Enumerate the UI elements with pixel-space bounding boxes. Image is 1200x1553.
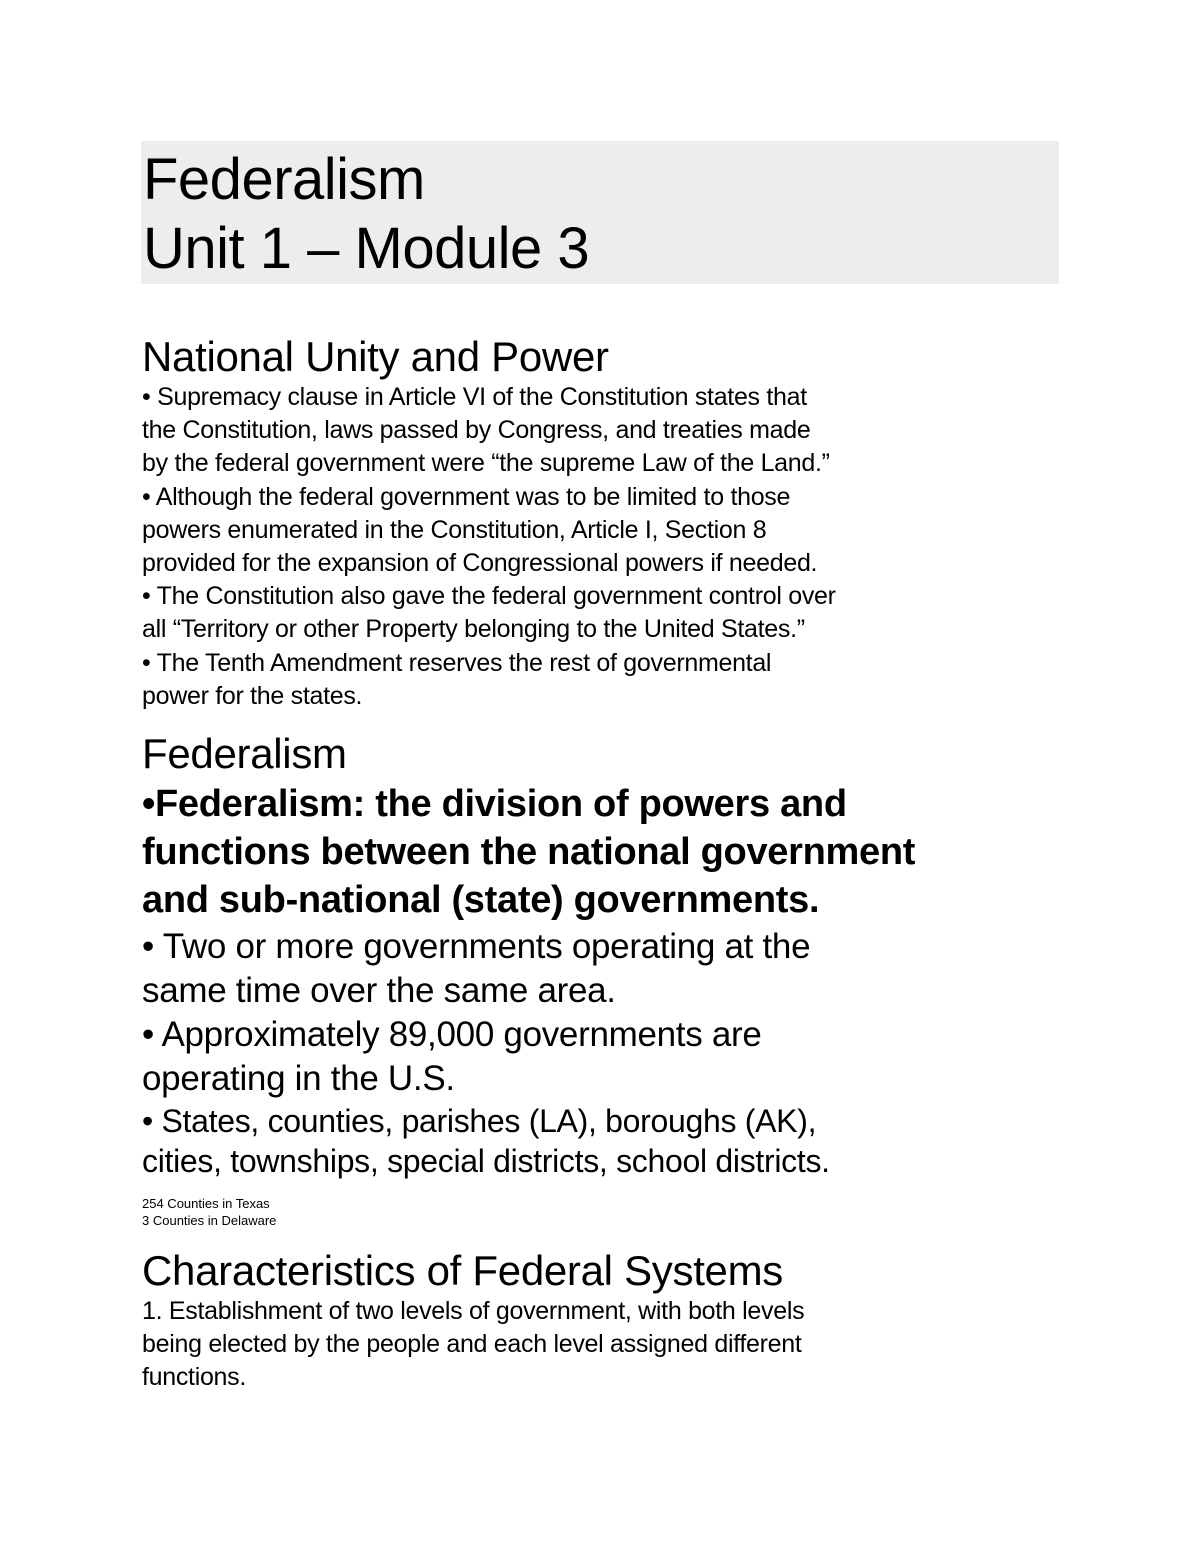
text-line: operating in the U.S. (142, 1059, 455, 1098)
county-notes (142, 1195, 276, 1229)
text-line: • Supremacy clause in Article VI of the Constitution states that (142, 383, 807, 411)
text-line: 1. Establishment of two levels of government, with both levels (142, 1297, 805, 1325)
section-heading-characteristics: Characteristics of Federal Systems (142, 1247, 784, 1294)
text-line: by the federal government were “the supreme Law of the Land.” (142, 449, 830, 478)
text-line: cities, townships, special districts, school districts. (142, 1143, 830, 1179)
text-line: • The Tenth Amendment reserves the rest of governmental (142, 648, 772, 677)
text-line: functions. (142, 1363, 247, 1392)
text-line: the Constitution, laws passed by Congress, and treaties made (142, 416, 811, 445)
text-line: • Although the federal government was to be limited to those (142, 482, 791, 511)
note-line: 3 Counties in Delaware (142, 1213, 277, 1228)
text-line: same time over the same area. (142, 971, 616, 1010)
text-line: functions between the national government (142, 831, 916, 873)
section-heading-national-unity: National Unity and Power (142, 333, 609, 380)
text-line: and sub-national (state) governments. (142, 879, 820, 921)
section-body-characteristics (142, 1295, 804, 1395)
text-line: provided for the expansion of Congressional powers if needed. (142, 549, 818, 578)
text-line: power for the states. (142, 681, 363, 710)
federalism-bullets-medium (142, 1101, 830, 1181)
text-line: • The Constitution also gave the federal government control over (142, 582, 836, 611)
title-block (141, 141, 1059, 284)
federalism-definition (142, 780, 915, 924)
document-subtitle: Unit 1 – Module 3 (143, 216, 590, 281)
text-line: all “Territory or other Property belonging to the United States.” (142, 615, 805, 644)
text-line: being elected by the people and each level assigned different (142, 1330, 802, 1359)
text-line: powers enumerated in the Constitution, Article I, Section 8 (142, 515, 767, 544)
note-line: 254 Counties in Texas (142, 1196, 270, 1211)
text-line: • Approximately 89,000 governments are (142, 1015, 762, 1054)
text-line: • Two or more governments operating at the (142, 927, 811, 966)
section-heading-federalism: Federalism (142, 730, 347, 777)
federalism-bullets-large (142, 925, 810, 1101)
text-line: • States, counties, parishes (LA), boroughs (AK), (142, 1103, 817, 1139)
document-title: Federalism (143, 147, 425, 212)
text-line: •Federalism: the division of powers and (142, 783, 847, 825)
section-body-national-unity (142, 381, 836, 713)
